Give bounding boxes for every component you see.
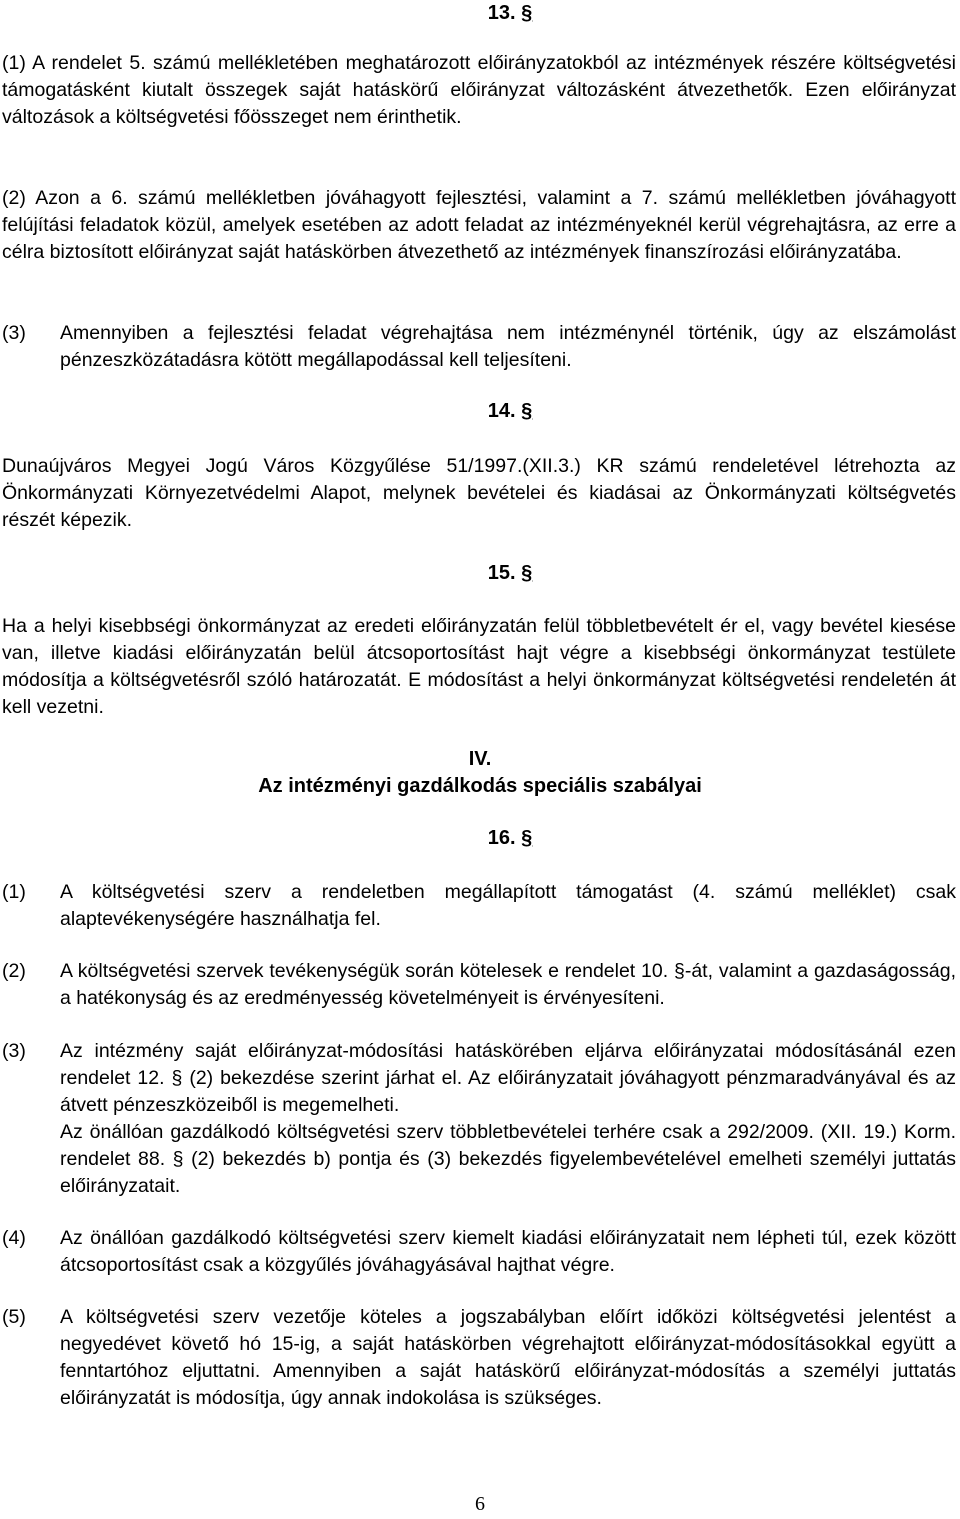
section-number: 14. [487,400,516,422]
chapter-number: IV. [468,748,492,770]
section-16-heading [0,825,960,852]
s16-paragraph-5-text: A költségvetési szerv vezetője köteles a jogszabályban előírt időközi költségvetési jelentést a negyedévet követő hó 15-ig, a saját hatáskörben végrehajtott előirányzat-módosításokkal együtt a fenntartóhoz eljuttatni. Amennyiben a saját hatáskörű előirányzat-módosítás a személyi juttatás előirányzatát is módosítja, úgy annak indokolása is szükséges. [60,1306,956,1409]
s16-paragraph-4-label: (4) [2,1227,26,1249]
section-14-heading [0,398,960,425]
page-number: 6 [475,1493,485,1515]
s16-paragraph-5 [2,1304,956,1412]
s16-paragraph-1-label: (1) [2,881,26,903]
section-13-heading [0,0,960,27]
s13-paragraph-3 [2,320,956,374]
s16-paragraph-3-text: Az intézmény saját előirányzat-módosítási hatáskörében eljárva előirányzatai módosításánál ezen rendelet 12. § (2) bekezdése szerint járhat el. Az előirányzatait jóváhagyott pénzmaradványával és az átvett pénzeszközeiből is megemelheti. [60,1040,956,1116]
s13-paragraph-1: (1) A rendelet 5. számú mellékletében meghatározott előirányzatokból az intézmények részére költségvetési támogatásként kiutalt összegek saját hatáskörű előirányzat változásként átvezethetők. Ezen előirányzat változások a költségvetési főösszeget nem érinthetik. [2,52,956,128]
section-symbol: § [521,562,533,584]
s16-paragraph-1 [2,879,956,933]
s13-paragraph-3-text: Amennyiben a fejlesztési feladat végrehajtása nem intézménynél történik, úgy az elszámolást pénzeszközátadásra kötött megállapodással kell teljesíteni. [60,322,956,371]
section-symbol: § [521,400,533,422]
s16-paragraph-1-text: A költségvetési szerv a rendeletben megállapított támogatást (4. számú melléklet) csak alaptevékenységére használhatja fel. [60,881,956,930]
s16-paragraph-2-label: (2) [2,960,26,982]
section-symbol: § [521,827,533,849]
s13-paragraph-3-label: (3) [2,322,26,344]
section-symbol: § [521,2,533,24]
s16-paragraph-2 [2,958,956,1012]
s16-paragraph-2-text: A költségvetési szervek tevékenységük során kötelesek e rendelet 10. §-át, valamint a gazdaságosság, a hatékonyság és az eredményesség követelményeit is érvényesíteni. [60,960,956,1009]
s14-paragraph-1: Dunaújváros Megyei Jogú Város Közgyűlése 51/1997.(XII.3.) KR számú rendeletével létrehozta az Önkormányzati Környezetvédelmi Alapot, melynek bevételei és kiadásai az Önkormányzati költségvetés részét képezik. [2,455,956,531]
s16-paragraph-4 [2,1225,956,1279]
s16-paragraph-5-label: (5) [2,1306,26,1328]
section-number: 15. [487,562,516,584]
s13-paragraph-2-text: (2) Azon a 6. számú mellékletben jóváhagyott fejlesztési, valamint a 7. számú mellékletben jóváhagyott felújítási feladatok közül, amelyek esetében az adott feladat az intézményeknél kerül végrehajtásra, az erre a célra biztosított előirányzat saját hatáskörben átvezethető az intézmények finanszírozási előirányzatába. [2,187,956,263]
section-number: 13. [487,2,516,24]
s16-paragraph-3-label: (3) [2,1040,26,1062]
section-number: 16. [487,827,516,849]
s16-paragraph-3 [2,1038,956,1200]
s13-paragraph-2 [2,185,956,266]
s16-paragraph-4-text: Az önállóan gazdálkodó költségvetési szerv kiemelt kiadási előirányzatait nem lépheti túl, ezek között átcsoportosítást csak a közgyűlés jóváhagyásával hajthat végre. [60,1227,956,1276]
section-15-heading [0,560,960,587]
s15-paragraph-1: Ha a helyi kisebbségi önkormányzat az eredeti előirányzatán felül többletbevételt ér el, vagy bevétel kiesése van, illetve kiadási előirányzatán belül átcsoportosítást hajt végre a kisebbségi önkormányzat testülete módosítja a költségvetésről szóló határozatát. E módosítást a helyi önkormányzat költségvetési rendeletén át kell vezetni. [2,615,956,718]
s16-paragraph-3-continuation: Az önállóan gazdálkodó költségvetési szerv többletbevételei terhére csak a 292/2009. (XII. 19.) Korm. rendelet 88. § (2) bekezdés b) pontja és (3) bekezdés figyelembevételével emelheti személyi juttatás előirányzatait. [60,1121,956,1197]
chapter-title: Az intézményi gazdálkodás speciális szabályai [258,775,702,797]
